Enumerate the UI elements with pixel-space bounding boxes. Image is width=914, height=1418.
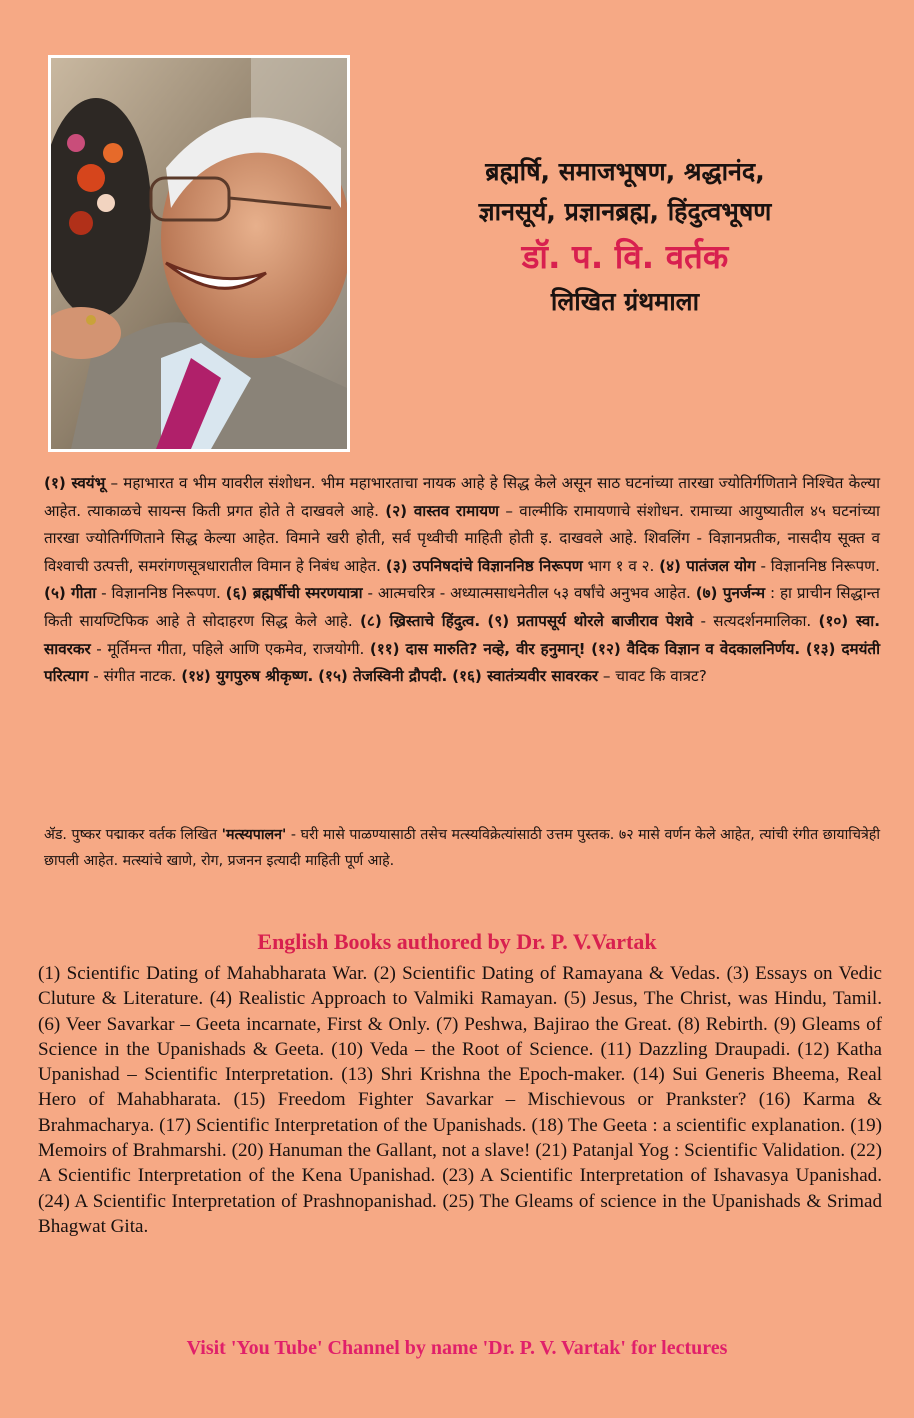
- youtube-channel-note: Visit 'You Tube' Channel by name 'Dr. P. V. Vartak' for lectures: [186, 1337, 728, 1359]
- marathi-book-title: (१०) स्वा. सावरकर: [44, 611, 881, 658]
- english-book-item: (6) Veer Savarkar – Geeta incarnate, First & Only.: [38, 1013, 431, 1035]
- english-book-item: (21) Patanjal Yog : Scientific Validation.: [535, 1140, 846, 1162]
- marathi-book-description: - विज्ञाननिष्ठ निरूपण.: [96, 584, 226, 603]
- english-book-item: (5) Jesus, The Christ, was Hindu, Tamil.: [563, 988, 882, 1010]
- author-titles: [400, 152, 850, 322]
- marathi-book-title: (१३) दमयंती परित्याग: [44, 639, 881, 686]
- marathi-book-title: (७) पुनर्जन्म: [695, 584, 766, 603]
- marathi-book-list: [44, 470, 880, 691]
- english-book-item: (18) The Geeta : a scientific explanation.: [531, 1114, 846, 1136]
- marathi-book-description: - आत्मचरित्र - अध्यात्मसाधनेतील ५३ वर्षांचे अनुभव आहेत.: [362, 584, 696, 603]
- english-book-item: (9) Gleams of Science in the Upanishads & Geeta.: [38, 1013, 882, 1060]
- marathi-book-title: (४) पातंजल योग: [659, 556, 756, 575]
- author-photo: [48, 55, 350, 452]
- english-book-item: (20) Hanuman the Gallant, not a slave!: [231, 1140, 531, 1162]
- english-book-item: (15) Freedom Fighter Savarkar – Mischievous or Prankster?: [233, 1089, 747, 1111]
- marathi-book-title: (५) गीता: [44, 584, 97, 603]
- marathi-book-description: - संगीत नाटक.: [88, 667, 182, 686]
- marathi-book-title: (१) स्वयंभू: [44, 474, 106, 492]
- marathi-book-description: भाग १ व २.: [582, 556, 660, 575]
- english-book-item: (8) Rebirth.: [677, 1013, 768, 1035]
- english-books-heading: English Books authored by Dr. P. V.Vartak: [257, 929, 657, 954]
- marathi-book-title: (२) वास्तव रामायण: [385, 501, 499, 520]
- english-book-item: (14) Sui Generis Bheema, Real Hero of Mahabharata.: [38, 1064, 883, 1111]
- marathi-book-title: (९) प्रतापसूर्य थोरले बाजीराव पेशवे: [487, 611, 694, 630]
- marathi-book-title: (८) ख्रिस्ताचे हिंदुत्व.: [359, 611, 481, 630]
- marathi-book-description: – चावट कि वात्रट?: [598, 667, 707, 686]
- english-book-item: (12) Katha Upanishad – Scientific Interpretation.: [38, 1038, 882, 1086]
- marathi-book-description: - सत्यदर्शनमालिका.: [693, 611, 819, 630]
- note-description: - घरी मासे पाळण्यासाठी तसेच मत्स्यविक्रेत्यांसाठी उत्तम पुस्तक. ७२ मासे वर्णन केले आहेत, त्यांची रंगीत छायाचित्रेही छापली आहेत. मत्स्यांचे खाणे, रोग, प्रजनन इत्यादी माहिती पूर्ण आहे.: [44, 827, 880, 869]
- marathi-book-title: (३) उपनिषदांचे विज्ञाननिष्ठ निरूपण: [385, 556, 583, 575]
- english-book-item: (11) Dazzling Draupadi.: [600, 1038, 791, 1060]
- marathi-book-description: - मूर्तिमन्त गीता, पहिले आणि एकमेव, राजयोगी.: [90, 639, 370, 658]
- series-subtitle: लिखित ग्रंथमाला: [550, 287, 700, 316]
- english-book-item: (4) Realistic Approach to Valmiki Ramayan.: [209, 988, 558, 1010]
- english-book-item: (22) A Scientific Interpretation of the Kena Upanishad.: [38, 1140, 882, 1187]
- marathi-book-description: - विज्ञाननिष्ठ निरूपण.: [755, 556, 880, 575]
- english-book-item: (13) Shri Krishna the Epoch-maker.: [341, 1064, 626, 1086]
- english-book-item: (25) The Gleams of science in the Upanishads & Srimad Bhagwat Gita.: [38, 1190, 882, 1237]
- marathi-book-title: (१४) युगपुरुष श्रीकृष्ण.: [181, 667, 314, 686]
- english-book-item: (3) Essays on Vedic Cluture & Literature.: [38, 963, 882, 1010]
- english-book-item: (1) Scientific Dating of Mahabharata War.: [38, 963, 368, 984]
- english-book-item: (17) Scientific Interpretation of the Upanishads.: [159, 1114, 527, 1136]
- english-book-item: (16) Karma & Brahmacharya.: [38, 1089, 882, 1136]
- note-prefix: ॲड. पुष्कर पद्माकर वर्तक लिखित: [44, 827, 222, 843]
- english-book-item: (19) Memoirs of Brahmarshi.: [38, 1114, 882, 1162]
- note-book-title: 'मत्स्यपालन': [221, 827, 287, 843]
- english-book-item: (7) Peshwa, Bajirao the Great.: [436, 1013, 672, 1035]
- marathi-book-title: (६) ब्रह्मर्षीची स्मरणयात्रा: [225, 584, 363, 603]
- marathi-book-description: – वाल्मीकि रामायणाचे संशोधन. रामाच्या आयुष्यातील ४५ घटनांच्या तारखा ज्योतिर्गणिताने सिद्ध केल्या आहेत. विमाने खरी होती, सर्व पृथ्वीची माहिती होती इ. दाखवले आहे. शिवलिंग - विज्ञानप्रतीक, नासदीय सूक्त व विश्वाची उत्पत्ती, समरांगणसूत्रधारातील विमान हे निबंध आहेत.: [44, 501, 880, 575]
- marathi-book-title: (११) दास मारुति? नव्हे, वीर हनुमान्!: [369, 639, 586, 658]
- author-photo-illustration: [51, 58, 347, 449]
- marathi-book-title: (१२) वैदिक विज्ञान व वेदकालनिर्णय.: [591, 639, 801, 658]
- marathi-book-title: (१६) स्वातंत्र्यवीर सावरकर: [452, 667, 599, 686]
- honorifics-line-2: ज्ञानसूर्य, प्रज्ञानब्रह्म, हिंदुत्वभूषण: [478, 197, 772, 226]
- marathi-book-description: : हा प्राचीन सिद्धान्त किती सायण्टिफिक आहे ते सोदाहरण सिद्ध केले आहे.: [44, 584, 880, 630]
- matsyapalan-note: [44, 823, 880, 874]
- marathi-book-description: – महाभारत व भीम यावरील संशोधन. भीम महाभारताचा नायक आहे हे सिद्ध केले असून साठ घटनांच्या तारखा ज्योतिर्गणिताने निश्चित केल्या आहेत. त्याकाळचे सायन्स किती प्रगत होते ते दाखवले आहे.: [44, 474, 880, 520]
- english-book-item: (24) A Scientific Interpretation of Prashnopanishad.: [38, 1190, 437, 1212]
- english-book-item: (23) A Scientific Interpretation of Ishavasya Upanishad.: [442, 1165, 882, 1187]
- author-name: डॉ. प. वि. वर्तक: [521, 237, 729, 276]
- honorifics-line-1: ब्रह्मर्षि, समाजभूषण, श्रद्धानंद,: [485, 157, 765, 186]
- english-book-list: [38, 961, 882, 1239]
- marathi-book-title: (१५) तेजस्विनी द्रौपदी.: [318, 667, 448, 686]
- english-book-item: (10) Veda – the Root of Science.: [331, 1038, 594, 1060]
- english-book-item: (2) Scientific Dating of Ramayana & Vedas.: [373, 963, 721, 984]
